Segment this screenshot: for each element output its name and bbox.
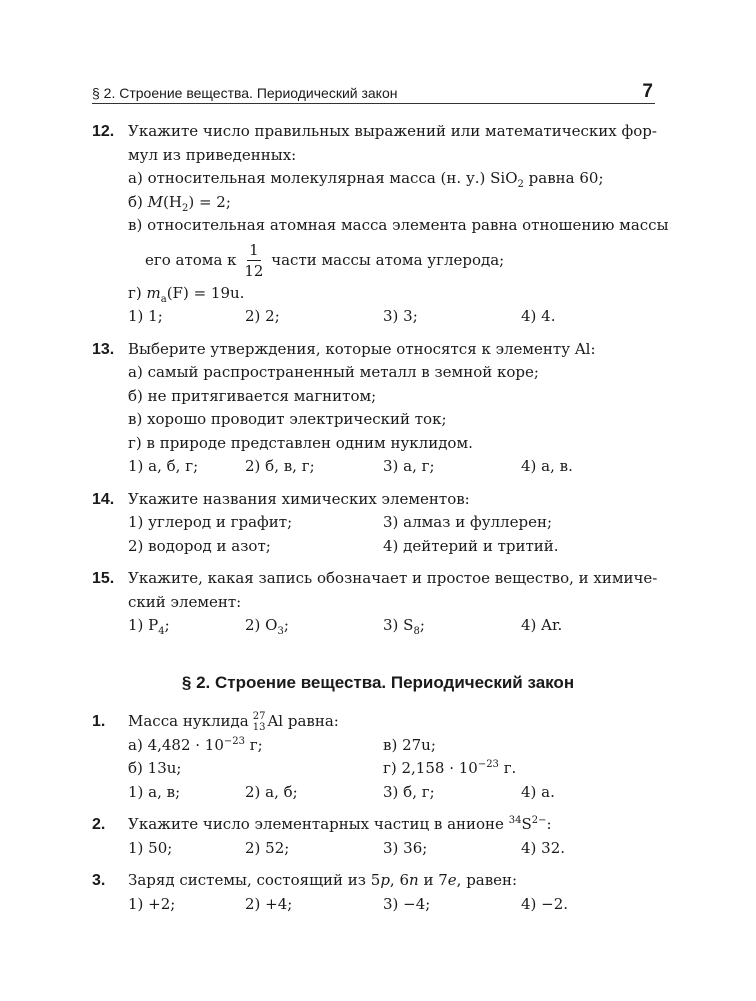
answer-options [128, 781, 662, 805]
answer-options [128, 837, 662, 861]
text-run: : [546, 815, 552, 833]
fraction [244, 240, 263, 281]
text-run: 2) б, в, г; [245, 457, 315, 475]
questions-block-2 [92, 710, 662, 925]
question [92, 813, 662, 860]
text-run: б) не притягивается магнитом; [128, 386, 377, 405]
question-line [128, 869, 662, 893]
question-line [128, 120, 669, 144]
subscript: 2 [517, 179, 524, 190]
text-run: 3) 36; [383, 838, 428, 857]
question-line [128, 214, 669, 238]
answer-option [245, 837, 383, 861]
question-line [128, 385, 662, 409]
text-run: а) 4,482 · 10 [128, 735, 224, 754]
answer-option [383, 893, 521, 917]
question-number: 2. [92, 816, 106, 833]
text-run: г. [498, 759, 517, 777]
answer-option [521, 781, 662, 805]
math-variable: M [147, 192, 164, 211]
math-variable: n [409, 871, 419, 889]
text-run: г) 2,158 · 10 [383, 759, 478, 777]
answer-option [245, 614, 383, 638]
nuclide-indices [253, 711, 266, 733]
fraction-numerator: 1 [249, 241, 259, 259]
question [92, 488, 662, 559]
text-run: в) хорошо проводит электрический ток; [128, 410, 447, 428]
answer-option [128, 535, 383, 559]
answer-option [383, 511, 662, 535]
text-run: части массы атома углерода; [266, 250, 505, 269]
answer-option [383, 734, 662, 758]
answer-option [128, 757, 383, 781]
text-run: равна 60; [523, 169, 604, 187]
text-run: 3) 3; [383, 307, 418, 325]
mass-number: 27 [252, 711, 266, 722]
text-run: в) 27u; [383, 735, 436, 754]
atomic-number: 13 [252, 722, 266, 733]
text-run: б) 13u; [128, 759, 182, 777]
answer-option [521, 837, 662, 861]
text-run: 2) 52; [245, 838, 290, 857]
text-run: и 7 [418, 871, 448, 889]
question-line [128, 488, 662, 512]
answer-options [128, 535, 662, 559]
text-run: , равен: [456, 871, 518, 889]
answer-options [128, 305, 669, 329]
answer-option [128, 734, 383, 758]
question-line [128, 282, 669, 306]
answer-option [128, 305, 245, 329]
question-line [128, 813, 662, 837]
text-run: Масса нуклида [128, 712, 249, 730]
subscript: 3 [277, 626, 284, 637]
text-run: Укажите, какая запись обозначает и простое вещество, и химиче- [128, 569, 658, 587]
answer-option [245, 781, 383, 805]
text-run: в) относительная атомная масса элемента равна отношению массы [128, 216, 669, 234]
question-number: 15. [92, 570, 115, 587]
text-run: (F) = 19u. [166, 283, 245, 302]
text-run: 2) O [245, 616, 278, 634]
question-body [128, 488, 662, 559]
running-header [92, 81, 655, 104]
question [92, 338, 662, 479]
text-run: , 6 [389, 871, 410, 889]
answer-options [128, 614, 662, 638]
superscript: −23 [223, 735, 246, 747]
question [92, 869, 662, 916]
answer-option [521, 455, 662, 479]
question-body [128, 120, 669, 329]
question-number: 13. [92, 340, 115, 358]
question [92, 710, 662, 804]
answer-option [383, 837, 521, 861]
header-title: § 2. Строение вещества. Периодический закон [92, 85, 398, 101]
text-run: 3) S [383, 616, 414, 634]
answer-option [521, 614, 662, 638]
text-run: 1) 1; [128, 307, 163, 325]
answer-option [128, 455, 245, 479]
answer-option [383, 455, 521, 479]
text-run: 2) 2; [245, 307, 280, 325]
text-run: 1) 50; [128, 838, 173, 857]
text-run: мул из приведенных: [128, 145, 297, 164]
question-number: 12. [92, 123, 115, 140]
text-run: г) в природе представлен одним нуклидом. [128, 433, 473, 452]
answer-option [245, 893, 383, 917]
answer-options [128, 455, 662, 479]
text-run: ; [164, 616, 170, 634]
answer-option [128, 511, 383, 535]
text-run: б) [128, 192, 148, 211]
answer-options [128, 757, 662, 781]
answer-option [128, 614, 245, 638]
question [92, 120, 669, 329]
text-run: 1) углерод и графит; [128, 513, 293, 531]
question-number: 14. [92, 490, 115, 508]
question-line [128, 432, 662, 456]
text-run: S [521, 815, 532, 833]
answer-options [128, 893, 662, 917]
text-run: ; [283, 616, 289, 634]
superscript: 34 [508, 815, 522, 826]
subscript: 2 [181, 202, 189, 214]
question-body [128, 710, 662, 804]
question-line [128, 338, 662, 362]
question-line [128, 361, 662, 385]
text-run: г) [128, 283, 147, 302]
answer-option [383, 535, 662, 559]
answer-option [383, 305, 521, 329]
text-run: 1) а, в; [128, 782, 181, 801]
question-number: 1. [92, 713, 106, 730]
text-run: ) = 2; [188, 192, 231, 211]
text-run: 4) а. [521, 782, 555, 801]
text-run: 3) б, г; [383, 782, 435, 801]
question-body [128, 869, 662, 916]
text-run: 2) +4; [245, 894, 293, 913]
text-run: 2) водород и азот; [128, 536, 271, 555]
question-line [128, 591, 662, 615]
question [92, 567, 662, 638]
text-run: 1) P [128, 616, 159, 634]
question-line [128, 144, 669, 168]
answer-option [521, 893, 662, 917]
text-run: 3) а, г; [383, 457, 435, 475]
text-run: а) самый распространенный металл в земной коре; [128, 363, 539, 381]
answer-options [128, 734, 662, 758]
question-line [128, 567, 662, 591]
answer-options [128, 511, 662, 535]
superscript: −23 [477, 759, 499, 770]
text-run: 4) 4. [521, 307, 556, 325]
question-body [128, 813, 662, 860]
question-line [128, 238, 669, 282]
text-run: его атома к [145, 250, 242, 269]
text-run: 4) Ar. [521, 616, 563, 634]
text-run: Укажите число правильных выражений или математических фор- [128, 122, 657, 140]
fraction-denominator: 12 [244, 262, 264, 280]
answer-option [245, 305, 383, 329]
text-run: 1) +2; [128, 894, 176, 913]
text-run: (H [163, 192, 182, 211]
question-body [128, 338, 662, 479]
answer-option [128, 837, 245, 861]
text-run: Выберите утверждения, которые относятся к элементу Al: [128, 339, 596, 358]
text-run: Al равна: [267, 712, 339, 730]
text-run: Укажите названия химических элементов: [128, 489, 470, 508]
subscript: 8 [413, 626, 420, 637]
question-line [128, 710, 662, 734]
section-title: § 2. Строение вещества. Периодический закон [181, 673, 575, 692]
text-run: 4) −2. [521, 894, 569, 913]
answer-option [245, 455, 383, 479]
question-number: 3. [92, 872, 106, 889]
page-number: 7 [642, 81, 653, 102]
superscript: 2− [531, 815, 547, 826]
text-run: а) относительная молекулярная масса (н. у.) SiO [128, 169, 518, 187]
question-line [128, 408, 662, 432]
questions-block-1 [92, 120, 669, 647]
answer-option [521, 305, 669, 329]
text-run: 4) дейтерий и тритий. [383, 536, 559, 555]
answer-option [383, 614, 521, 638]
text-run: 2) а, б; [245, 782, 298, 801]
text-run: Заряд системы, состоящий из 5 [128, 871, 381, 889]
math-variable: m [146, 283, 161, 302]
answer-option [128, 781, 245, 805]
subscript: 4 [158, 626, 165, 637]
question-body [128, 567, 662, 638]
math-variable: p [380, 871, 390, 889]
text-run: 4) а, в. [521, 457, 573, 475]
text-run: ский элемент: [128, 592, 242, 611]
text-run: 3) −4; [383, 894, 431, 913]
text-run: 1) а, б, г; [128, 457, 199, 475]
text-run: 4) 32. [521, 838, 566, 857]
text-run: Укажите число элементарных частиц в анионе [128, 815, 509, 833]
answer-option [383, 757, 662, 781]
math-variable: e [447, 871, 457, 889]
subscript: a [160, 293, 167, 305]
text-run: ; [419, 616, 425, 634]
text-run: 3) алмаз и фуллерен; [383, 513, 552, 531]
answer-option [128, 893, 245, 917]
text-run: г; [245, 735, 263, 754]
question-line [128, 167, 669, 191]
answer-option [383, 781, 521, 805]
question-line [128, 191, 669, 215]
